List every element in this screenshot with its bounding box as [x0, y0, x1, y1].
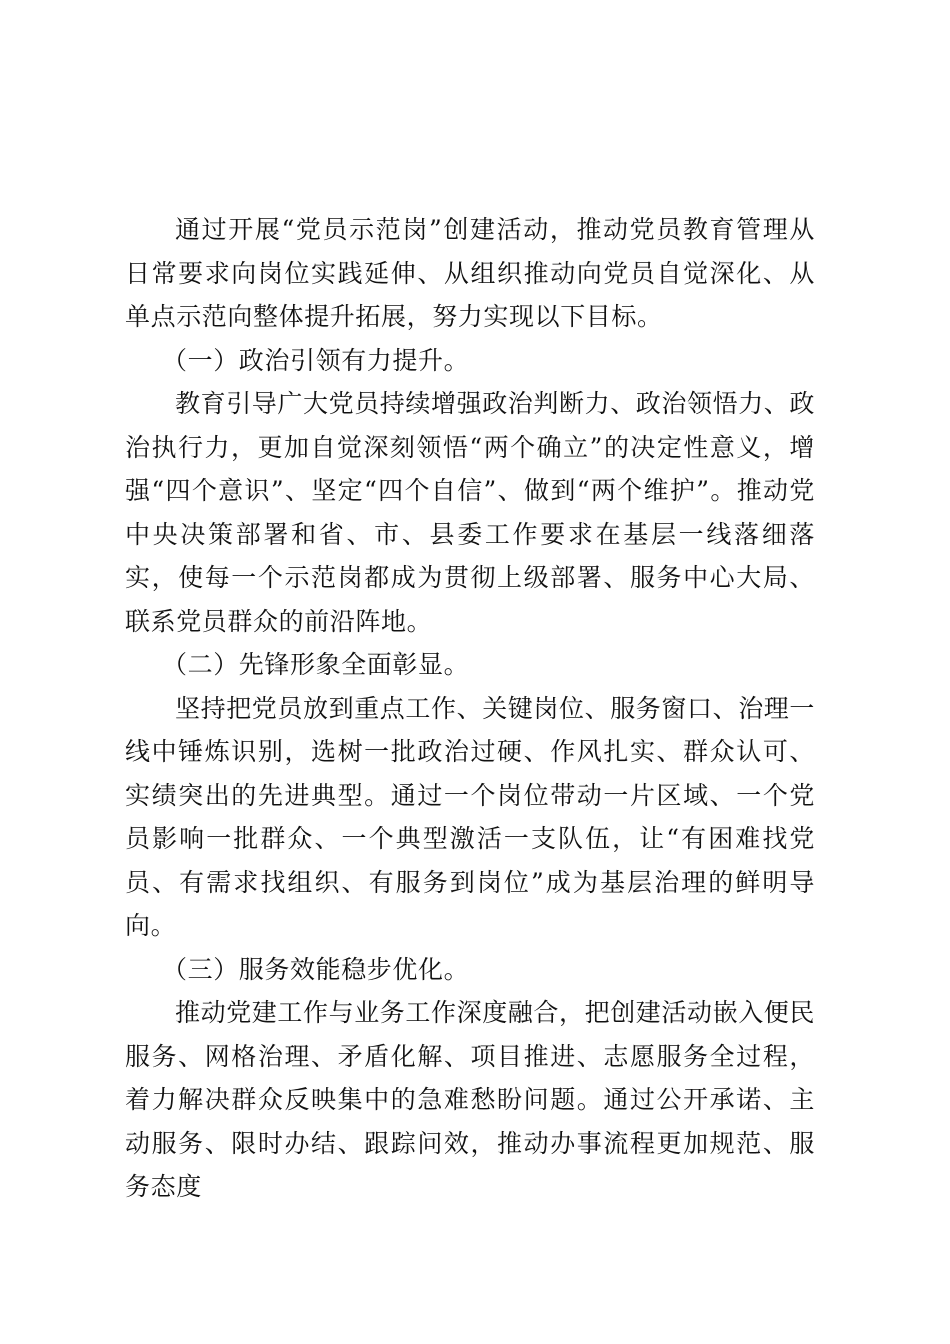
section-heading-2: （二）先锋形象全面彰显。: [162, 650, 470, 679]
document-body: [125, 208, 815, 1209]
section-2-paragraph: 坚持把党员放到重点工作、关键岗位、服务窗口、治理一线中锤炼识别，选树一批政治过硬、作风扎实、群众认可、实绩突出的先进典型。通过一个岗位带动一片区域、一个党员影响一批群众、一个典型激活一支队伍，让“有困难找党员、有需求找组织、有服务到岗位”成为基层治理的鲜明导向。: [125, 693, 816, 940]
section-3-paragraph: 推动党建工作与业务工作深度融合，把创建活动嵌入便民服务、网格治理、矛盾化解、项目推进、志愿服务全过程，着力解决群众反映集中的急难愁盼问题。通过公开承诺、主动服务、限时办结、跟踪问效，推动办事流程更加规范、服务态度: [125, 998, 816, 1201]
intro-paragraph: 通过开展“党员示范岗”创建活动，推动党员教育管理从日常要求向岗位实践延伸、从组织推动向党员自觉深化、从单点示范向整体提升拓展，努力实现以下目标。: [125, 215, 815, 331]
section-heading-3: （三）服务效能稳步优化。: [162, 954, 470, 984]
section-heading-1: （一）政治引领有力提升。: [162, 345, 470, 375]
section-1-paragraph: 教育引导广大党员持续增强政治判断力、政治领悟力、政治执行力，更加自觉深刻领悟“两个确立”的决定性意义，增强“四个意识”、坚定“四个自信”、做到“两个维护”。推动党中央决策部署和省、市、县委工作要求在基层一线落细落实，使每一个示范岗都成为贯彻上级部署、服务中心大局、联系党员群众的前沿阵地。: [125, 389, 816, 636]
